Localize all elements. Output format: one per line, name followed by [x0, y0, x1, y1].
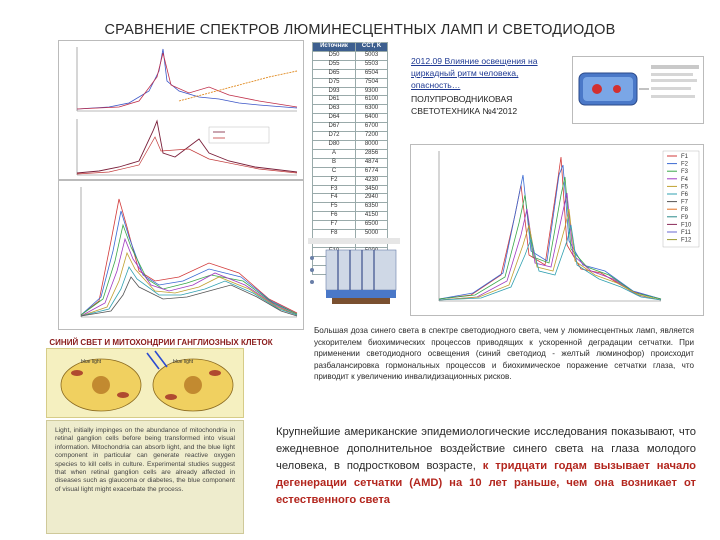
table-cell: D55: [313, 60, 356, 69]
legend-label: F2: [681, 161, 689, 168]
table-row: [313, 69, 388, 78]
table-cell: 2856: [356, 149, 388, 158]
legend-label: F7: [681, 199, 689, 206]
table-cell: 2940: [356, 194, 388, 203]
table-row: [313, 87, 388, 96]
table-header-cell: Источник: [313, 43, 356, 52]
table-row: [313, 105, 388, 114]
table-cell: 6350: [356, 203, 388, 212]
led-spectra-plot-svg: [411, 145, 703, 315]
table-cell: D64: [313, 114, 356, 123]
table-cell: D72: [313, 132, 356, 141]
legend-label: F5: [681, 184, 689, 191]
table-cell: 6774: [356, 167, 388, 176]
table-row: [313, 96, 388, 105]
led-diagram: [572, 56, 704, 124]
table-row: [313, 123, 388, 132]
table-cell: F6: [313, 212, 356, 221]
cell-caption: СИНИЙ СВЕТ И МИТОХОНДРИИ ГАНГЛИОЗНЫХ КЛЕТОК: [49, 338, 273, 347]
epidemiology-text: Крупнейшие американские эпидемиологические исследования показывают, что ежедневное дополнительное воздействие синего света на глаза молодого человека, в подростковом возрасте,: [276, 426, 696, 472]
legend-label: F9: [681, 214, 689, 221]
retina-layer-svg: [302, 234, 404, 308]
article-link[interactable]: 2012.09 Влияние освещения на циркадный ритм человека, опасность…: [411, 56, 538, 90]
table-cell: 7200: [356, 132, 388, 141]
cell-label-right: blue light: [173, 359, 194, 365]
retina-layer-illustration: [302, 234, 404, 308]
led-diagram-svg: [573, 57, 703, 123]
legend-label: F1: [681, 154, 689, 160]
table-row: [313, 114, 388, 123]
table-cell: D63: [313, 105, 356, 114]
table-cell: D80: [313, 140, 356, 149]
table-cell: F7: [313, 221, 356, 230]
table-row: [313, 51, 388, 60]
table-row: [313, 221, 388, 230]
table-cell: 4874: [356, 158, 388, 167]
table-row: [313, 203, 388, 212]
table-cell: F5: [313, 203, 356, 212]
table-row: [313, 132, 388, 141]
table-row: [313, 78, 388, 87]
cell-label-left: blue light: [81, 359, 102, 365]
table-row: [313, 194, 388, 203]
table-cell: 3450: [356, 185, 388, 194]
table-cell: C: [313, 167, 356, 176]
led-blue-light-paragraph: Большая доза синего света в спектре светодиодного света, чем у люминесцентных ламп, является ускорителем биохимических процессов приводящих к ускоренной деградации сетчатки. При применении светодиодного освещения (синий светодиод - желтый люминофор) происходит разбалансировка гормональных процессов и биохимическое поражение сетчатки глаза, что приводит к увеличению инвалидизационных рисков.: [314, 326, 694, 382]
table-cell: 6504: [356, 69, 388, 78]
table-cell: 6400: [356, 114, 388, 123]
english-explanation-text: Light, initially impinges on the abundance of mitochondria in retinal ganglion cells before being transformed into visual information. Mitochondria can absorb light, and the blue light component in particular can generate reactive oxygen species to kill cells in culture. Experimental studies suggest that when retinal ganglion cells are already affected in diseases such as glaucoma or diabetes, the blue component of visual light might exacerbate the process.: [55, 427, 235, 493]
table-cell: 6700: [356, 123, 388, 132]
table-cell: D50: [313, 51, 356, 60]
legend-label: F4: [681, 176, 689, 183]
spectrum-plot-bottom-svg: [59, 181, 303, 329]
table-cell: D93: [313, 87, 356, 96]
table-row: [313, 167, 388, 176]
legend-label: F11: [681, 230, 691, 236]
spectrum-plot-bottom: [58, 180, 304, 330]
table-cell: D61: [313, 96, 356, 105]
table-cell: 8000: [356, 140, 388, 149]
table-cell: 6500: [356, 221, 388, 230]
epidemiology-paragraph: [276, 424, 696, 509]
table-header-cell: CCT, K: [356, 43, 388, 52]
table-cell: F4: [313, 194, 356, 203]
legend-label: F12: [681, 237, 692, 244]
spectrum-plot-top-svg: [59, 41, 303, 179]
page-title: СРАВНЕНИЕ СПЕКТРОВ ЛЮМИНЕСЦЕНТНЫХ ЛАМП И СВЕТОДИОДОВ: [104, 22, 616, 38]
table-cell: D65: [313, 69, 356, 78]
legend-label: F8: [681, 207, 689, 214]
table-cell: 5000: [356, 230, 388, 239]
table-cell: D75: [313, 78, 356, 87]
table-cell: 6300: [356, 105, 388, 114]
table-cell: 9300: [356, 87, 388, 96]
legend-label: F6: [681, 192, 689, 198]
legend-label: F3: [681, 169, 689, 176]
table-cell: F8: [313, 230, 356, 239]
table-cell: D67: [313, 123, 356, 132]
table-row: [313, 185, 388, 194]
table-row: [313, 158, 388, 167]
table-cell: 6100: [356, 96, 388, 105]
epidemiology-highlight: к тридцати годам вызывает начало дегенерации сетчатки (AMD) на 10 лет раньше, чем она возникает от естественного света: [276, 460, 696, 506]
legend-label: F10: [681, 222, 692, 229]
table-cell: B: [313, 158, 356, 167]
table-row: [313, 212, 388, 221]
mitochondria-cell-illustration: [46, 348, 244, 418]
table-cell: 4230: [356, 176, 388, 185]
table-row: [313, 60, 388, 69]
english-explanation-box: [46, 420, 244, 534]
table-row: [313, 140, 388, 149]
table-cell: 5003: [356, 51, 388, 60]
table-cell: 5503: [356, 60, 388, 69]
led-spectra-plot: [410, 144, 704, 316]
table-cell: F2: [313, 176, 356, 185]
magazine-reference: ПОЛУПРОВОДНИКОВАЯ СВЕТОТЕХНИКА №4'2012: [411, 94, 518, 116]
table-row: [313, 149, 388, 158]
table-cell: A: [313, 149, 356, 158]
table-cell: 7504: [356, 78, 388, 87]
table-cell: F3: [313, 185, 356, 194]
mitochondria-cell-svg: [47, 349, 243, 417]
table-row: [313, 176, 388, 185]
spectrum-plot-top: [58, 40, 304, 180]
table-cell: 4150: [356, 212, 388, 221]
